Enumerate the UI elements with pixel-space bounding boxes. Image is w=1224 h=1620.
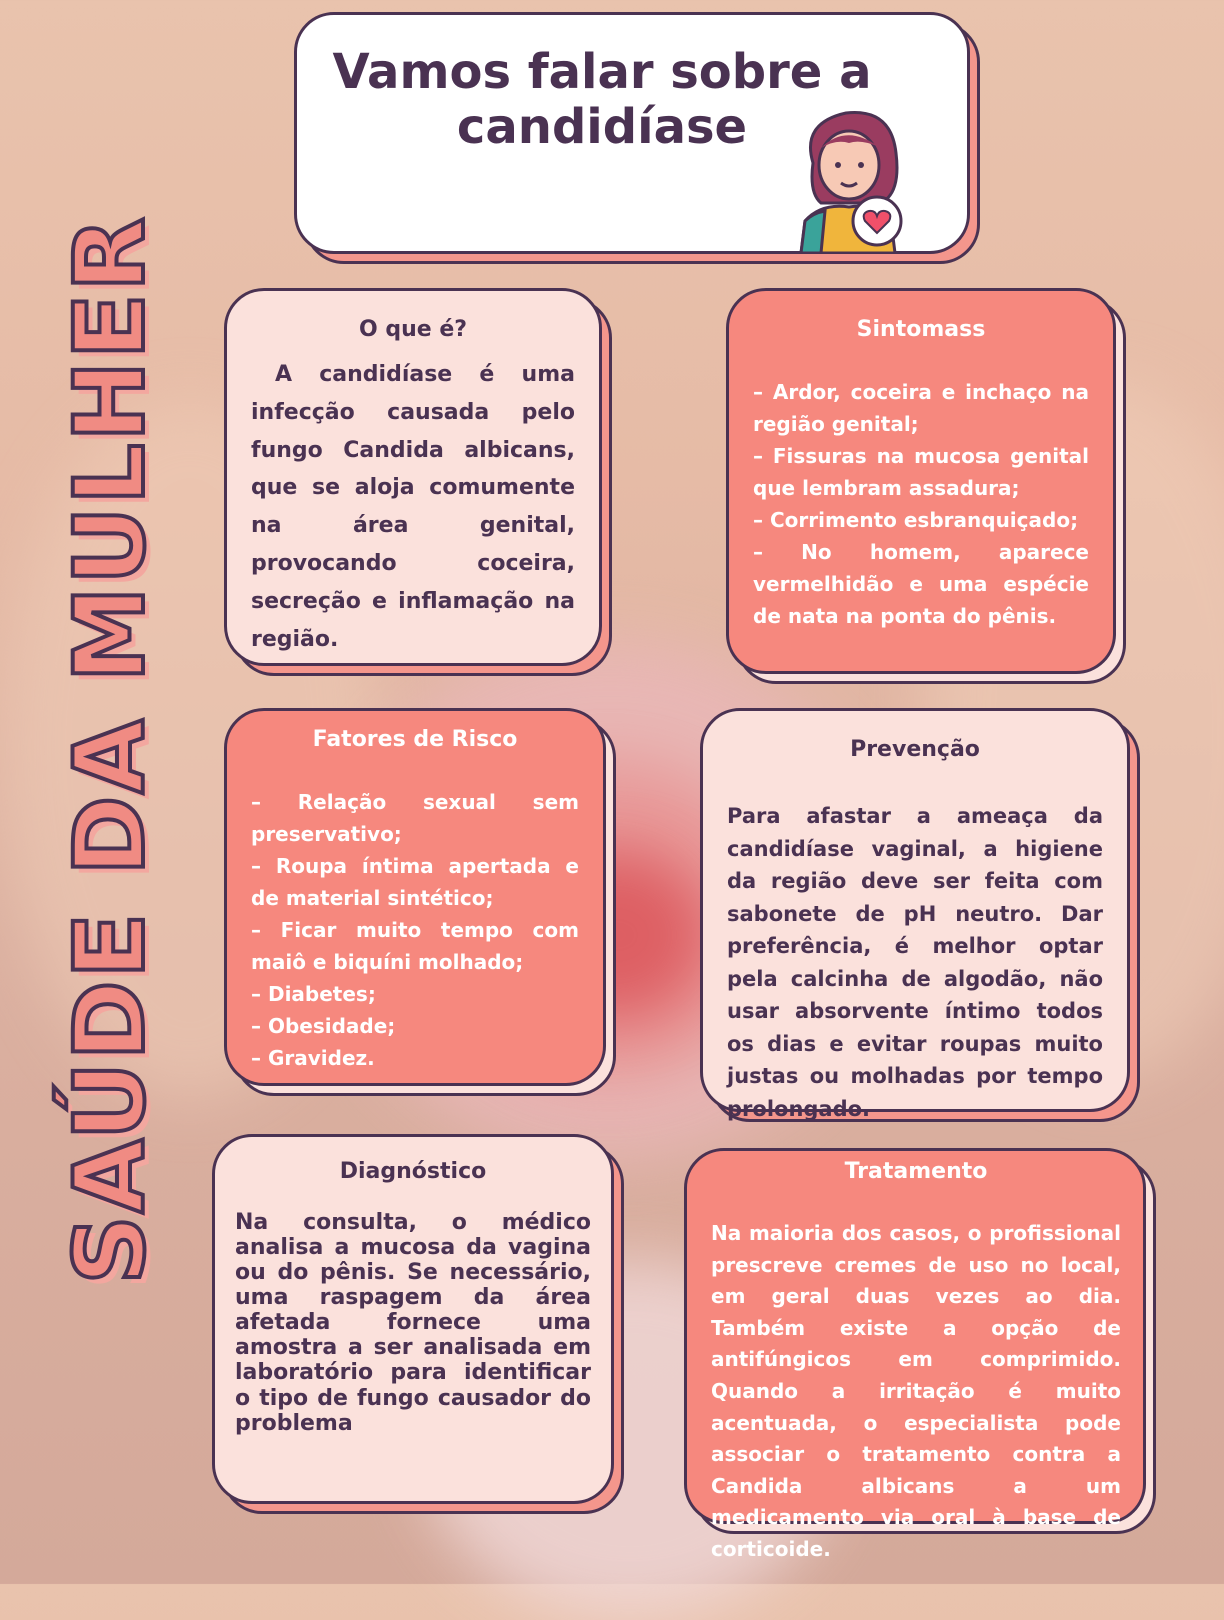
card-what-title: O que é? xyxy=(358,317,468,342)
card-diagnosis xyxy=(212,1134,614,1504)
list-item: – Roupa íntima apertada e de material sintético; xyxy=(251,854,579,910)
list-item: – Fissuras na mucosa genital que lembram assadura; xyxy=(753,444,1089,500)
list-item: – Relação sexual sem preservativo; xyxy=(251,790,579,846)
card-what-text: A candidíase é uma infecção causada pelo fungo Candida albicans, que se aloja comumente na área genital, provocando coceira, secreção e inflamação na região. xyxy=(251,362,575,652)
header-card xyxy=(294,12,970,254)
page-title: Vamos falar sobre a candidíase xyxy=(332,44,872,156)
card-treatment-title: Tratamento xyxy=(844,1159,988,1184)
card-treatment-text: Na maioria dos casos, o profissional prescreve cremes de uso no local, em geral duas vezes ao dia. Também existe a opção de antifúngicos em comprimido. Quando a irritação é muito acentuada, o especialista pode associar o tratamento contra a Candida albicans a um medicamento via oral à base de corticoide. xyxy=(711,1221,1121,1561)
card-symptoms-title: Sintomass xyxy=(856,317,986,342)
card-diagnosis-title: Diagnóstico xyxy=(339,1159,487,1184)
card-prevention-text: Para afastar a ameaça da candidíase vaginal, a higiene da região deve ser feita com sabonete de pH neutro. Dar preferência, é melhor optar pela calcinha de algodão, não usar absorvente íntimo todos os dias e evitar roupas muito justas ou molhadas por tempo prolongado. xyxy=(727,804,1103,1121)
symptoms-list xyxy=(753,376,1089,632)
card-risk-factors xyxy=(224,708,606,1086)
list-item: – Diabetes; xyxy=(251,982,376,1006)
card-what-is-it xyxy=(224,288,602,666)
list-item: – Ardor, coceira e inchaço na região genital; xyxy=(753,380,1089,436)
card-prevention-title: Prevenção xyxy=(850,737,980,762)
list-item: – No homem, aparece vermelhidão e uma espécie de nata na ponta do pênis. xyxy=(753,540,1089,628)
woman-avatar-icon xyxy=(791,103,911,253)
list-item: – Corrimento esbranquiçado; xyxy=(753,508,1079,532)
card-symptoms xyxy=(726,288,1116,674)
list-item: – Obesidade; xyxy=(251,1014,396,1038)
card-risk-title: Fatores de Risco xyxy=(312,727,518,752)
card-diagnosis-text: Na consulta, o médico analisa a mucosa da vagina ou do pênis. Se necessário, uma raspagem da área afetada fornece uma amostra a ser analisada em laboratório para identificar o tipo de fungo causador do problema xyxy=(235,1210,591,1436)
list-item: – Ficar muito tempo com maiô e biquíni molhado; xyxy=(251,918,579,974)
side-title: SAÚDE DA MULHER xyxy=(54,215,166,1285)
risk-list xyxy=(251,786,579,1074)
card-prevention xyxy=(700,708,1130,1121)
list-item: – Gravidez. xyxy=(251,1046,375,1070)
card-treatment xyxy=(684,1148,1146,1561)
